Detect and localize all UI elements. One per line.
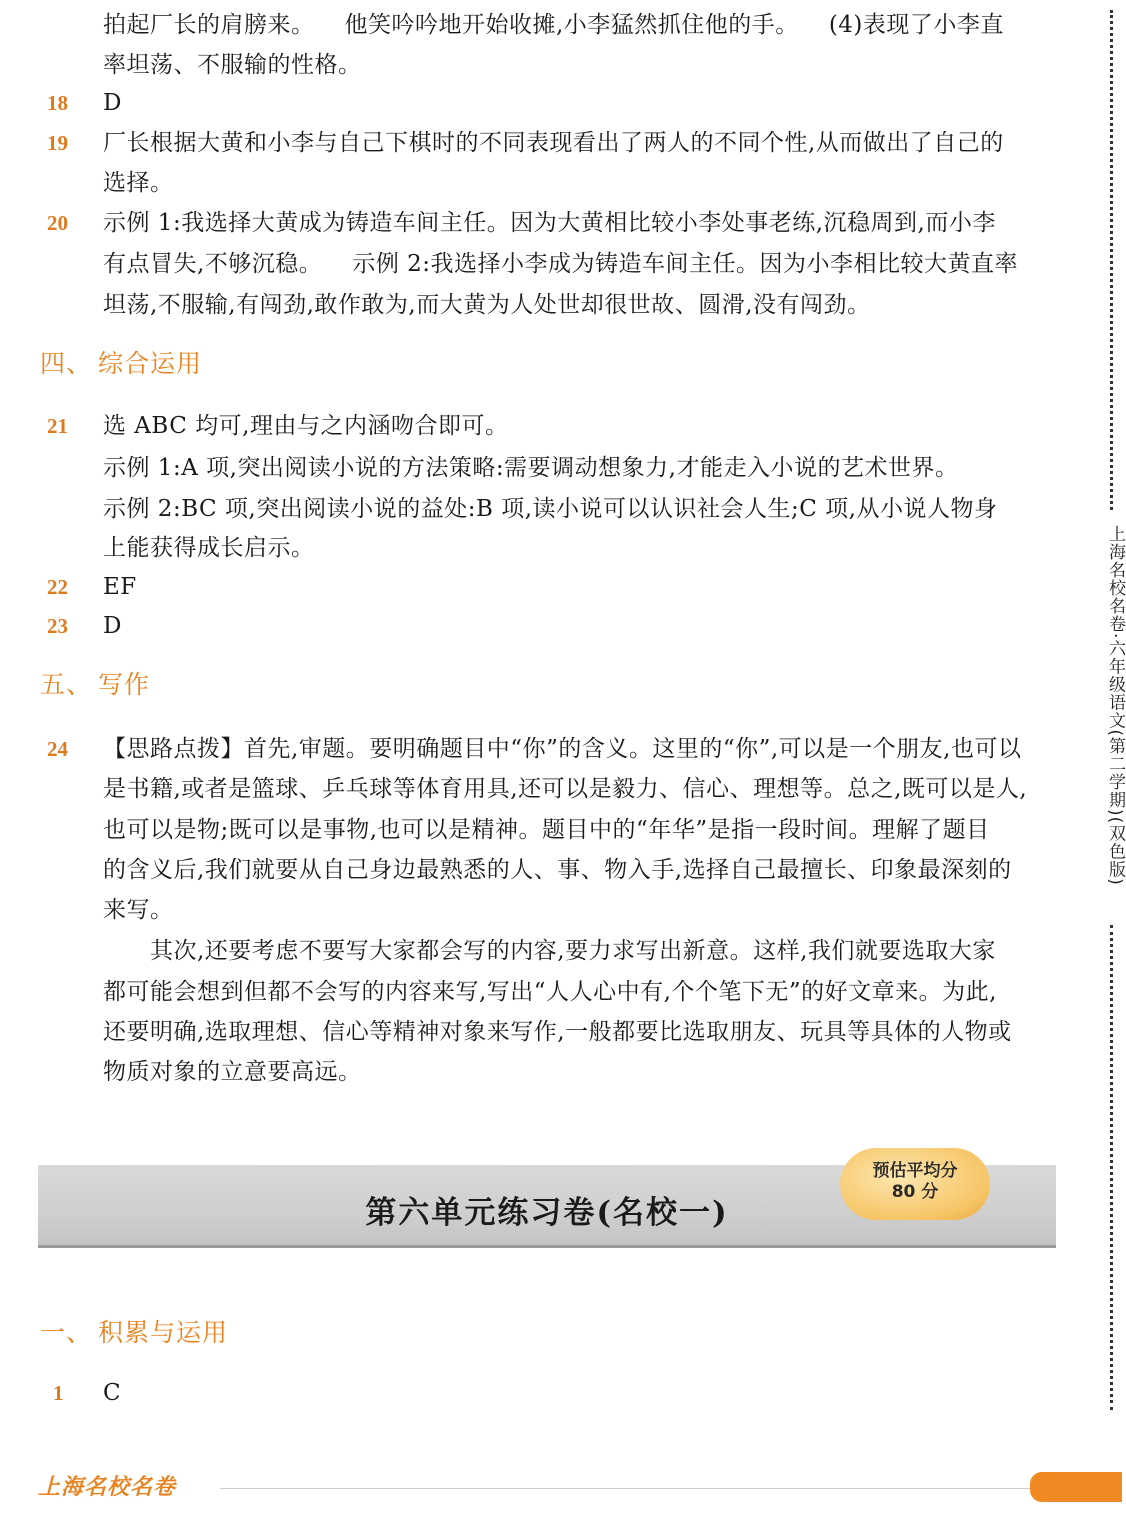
footer-divider: [220, 1488, 1040, 1489]
question-number: 24: [47, 737, 68, 761]
answer-line: 物质对象的立意要高远。: [103, 1059, 362, 1085]
answer-line: [103, 10, 1004, 40]
side-running-title: 上海名校名卷·六年级语文(第二学期)(双色版): [1105, 525, 1125, 886]
answer-line: 【思路点拨】首先,审题。要明确题目中“你”的含义。这里的“你”,可以是一个朋友,也可以: [103, 736, 1022, 762]
answer-line: 其次,还要考虑不要写大家都会写的内容,要力求写出新意。这样,我们就要选取大家: [150, 938, 996, 964]
text-run: 拍起厂长的肩膀来。: [103, 12, 315, 38]
section-title: 综合运用: [98, 349, 203, 378]
section-heading: [40, 1317, 228, 1349]
answer-line: 示例 1:我选择大黄成为铸造车间主任。因为大黄相比较小李处事老练,沉稳周到,而小李: [103, 210, 996, 236]
answer-line: D: [103, 613, 122, 639]
section-number: 一、: [40, 1318, 93, 1347]
answer-line: 的含义后,我们就要从自己身边最熟悉的人、事、物入手,选择自己最擅长、印象最深刻的: [103, 857, 1012, 883]
question-number: 20: [47, 211, 68, 235]
question-number: 22: [47, 575, 68, 599]
dotted-rail: [1110, 925, 1113, 1410]
answer-line: 坦荡,不服输,有闯劲,敢作敢为,而大黄为人处世却很世故、圆滑,没有闯劲。: [103, 292, 871, 318]
answer-line: C: [103, 1380, 122, 1406]
footer-tab: [1030, 1472, 1122, 1502]
question-number: 23: [47, 614, 68, 638]
badge-label: 预估平均分: [872, 1161, 958, 1181]
answer-line: 率坦荡、不服输的性格。: [103, 52, 362, 78]
question-number: 21: [47, 414, 68, 438]
answer-line: EF: [103, 574, 137, 600]
answer-line: 是书籍,或者是篮球、乒乓球等体育用具,还可以是毅力、信心、理想等。总之,既可以是人,: [103, 776, 1028, 802]
section-number: 五、: [40, 670, 93, 699]
answer-line: 来写。: [103, 897, 174, 923]
answer-line: D: [103, 90, 122, 116]
answer-line: 还要明确,选取理想、信心等精神对象来写作,一般都要比选取朋友、玩具等具体的人物或: [103, 1019, 1012, 1045]
section-title: 积累与运用: [98, 1318, 229, 1347]
section-title: 写作: [98, 670, 151, 699]
answer-line: 示例 1:A 项,突出阅读小说的方法策略:需要调动想象力,才能走入小说的艺术世界。: [103, 455, 959, 481]
answer-line: 选择。: [103, 170, 174, 196]
text-run: 示例 2:我选择小李成为铸造车间主任。因为小李相比较大黄直率: [352, 251, 1019, 277]
question-number: 1: [53, 1381, 64, 1405]
section-number: 四、: [40, 349, 93, 378]
footer-brand: 上海名校名卷: [38, 1475, 177, 1500]
question-number: 18: [47, 91, 68, 115]
answer-line: 都可能会想到但都不会写的内容来写,写出“人人心中有,个个笔下无”的好文章来。为此,: [103, 979, 997, 1005]
score-badge: [840, 1148, 990, 1220]
answer-line: 也可以是物;既可以是事物,也可以是精神。题目中的“年华”是指一段时间。理解了题目: [103, 817, 990, 843]
answer-line: [103, 249, 1018, 279]
text-run: 他笑吟吟地开始收摊,小李猛然抓住他的手。: [344, 12, 799, 38]
section-heading: [40, 669, 150, 701]
section-heading: [40, 348, 202, 380]
answer-line: 厂长根据大黄和小李与自己下棋时的不同表现看出了两人的不同个性,从而做出了自己的: [103, 130, 1004, 156]
answer-line: 示例 2:BC 项,突出阅读小说的益处:B 项,读小说可以认识社会人生;C 项,从小说人物身: [103, 496, 998, 522]
answer-line: 选 ABC 均可,理由与之内涵吻合即可。: [103, 413, 509, 439]
text-run: 有点冒失,不够沉稳。: [103, 251, 323, 277]
text-run: (4)表现了小李直: [828, 12, 1004, 38]
answer-line: 上能获得成长启示。: [103, 535, 315, 561]
badge-value: 80 分: [891, 1182, 939, 1202]
dotted-rail: [1110, 10, 1113, 510]
unit-title: 第六单元练习卷(名校一): [365, 1195, 729, 1231]
question-number: 19: [47, 131, 68, 155]
